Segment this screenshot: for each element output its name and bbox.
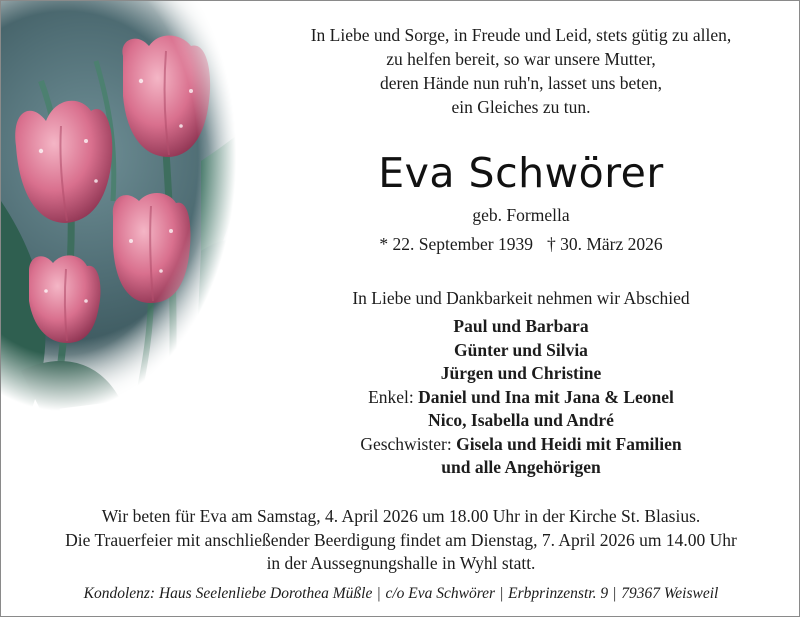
service-info xyxy=(1,505,800,576)
mourners-list xyxy=(281,315,761,480)
poem-line: ein Gleiches zu tun. xyxy=(451,97,591,117)
siblings-label: Geschwister: xyxy=(360,433,452,454)
separator: | xyxy=(613,585,617,602)
poem-line: In Liebe und Sorge, in Freude und Leid, stets gütig zu allen, xyxy=(310,25,732,45)
service-line: in der Aussegnungshalle in Wyhl statt. xyxy=(266,553,536,573)
mourner-line: Günter und Silvia xyxy=(454,339,588,360)
condolence-part: Kondolenz: Haus Seelenliebe Dorothea Müßle xyxy=(83,585,373,602)
poem-line: deren Hände nun ruh'n, lasset uns beten, xyxy=(379,73,663,93)
mourner-line: Jürgen und Christine xyxy=(440,363,602,383)
condolence-part: Erbprinzenstr. 9 xyxy=(508,585,609,602)
poem xyxy=(271,23,771,119)
separator: | xyxy=(377,585,381,602)
birth-date: * 22. September 1939 xyxy=(379,234,533,254)
poem-line: zu helfen bereit, so war unsere Mutter, xyxy=(386,49,656,69)
grandchildren-names: Daniel und Ina mit Jana & Leonel xyxy=(418,386,674,407)
tulip-illustration xyxy=(1,1,281,411)
mourner-line: Paul und Barbara xyxy=(453,316,589,336)
separator: | xyxy=(500,585,504,602)
death-date: † 30. März 2026 xyxy=(546,234,663,254)
service-line: Wir beten für Eva am Samstag, 4. April 2026 um 18.00 Uhr in der Kirche St. Blasius. xyxy=(101,506,701,526)
other-relatives: und alle Angehörigen xyxy=(441,457,601,477)
service-line: Die Trauerfeier mit anschließender Beerdigung findet am Dienstag, 7. April 2026 um 14.00 Uhr xyxy=(65,529,737,550)
siblings-names: Gisela und Heidi mit Familien xyxy=(456,433,682,454)
life-dates xyxy=(301,234,741,255)
grandchildren-label: Enkel: xyxy=(368,386,414,407)
farewell-text: In Liebe und Dankbarkeit nehmen wir Abschied xyxy=(352,288,690,308)
condolence-address xyxy=(1,585,800,603)
grandchildren-names: Nico, Isabella und André xyxy=(428,410,614,430)
condolence-part: c/o Eva Schwörer xyxy=(385,585,496,602)
deceased-name: Eva Schwörer xyxy=(378,149,664,197)
maiden-name: geb. Formella xyxy=(472,205,570,225)
condolence-part: 79367 Weisweil xyxy=(621,585,719,602)
